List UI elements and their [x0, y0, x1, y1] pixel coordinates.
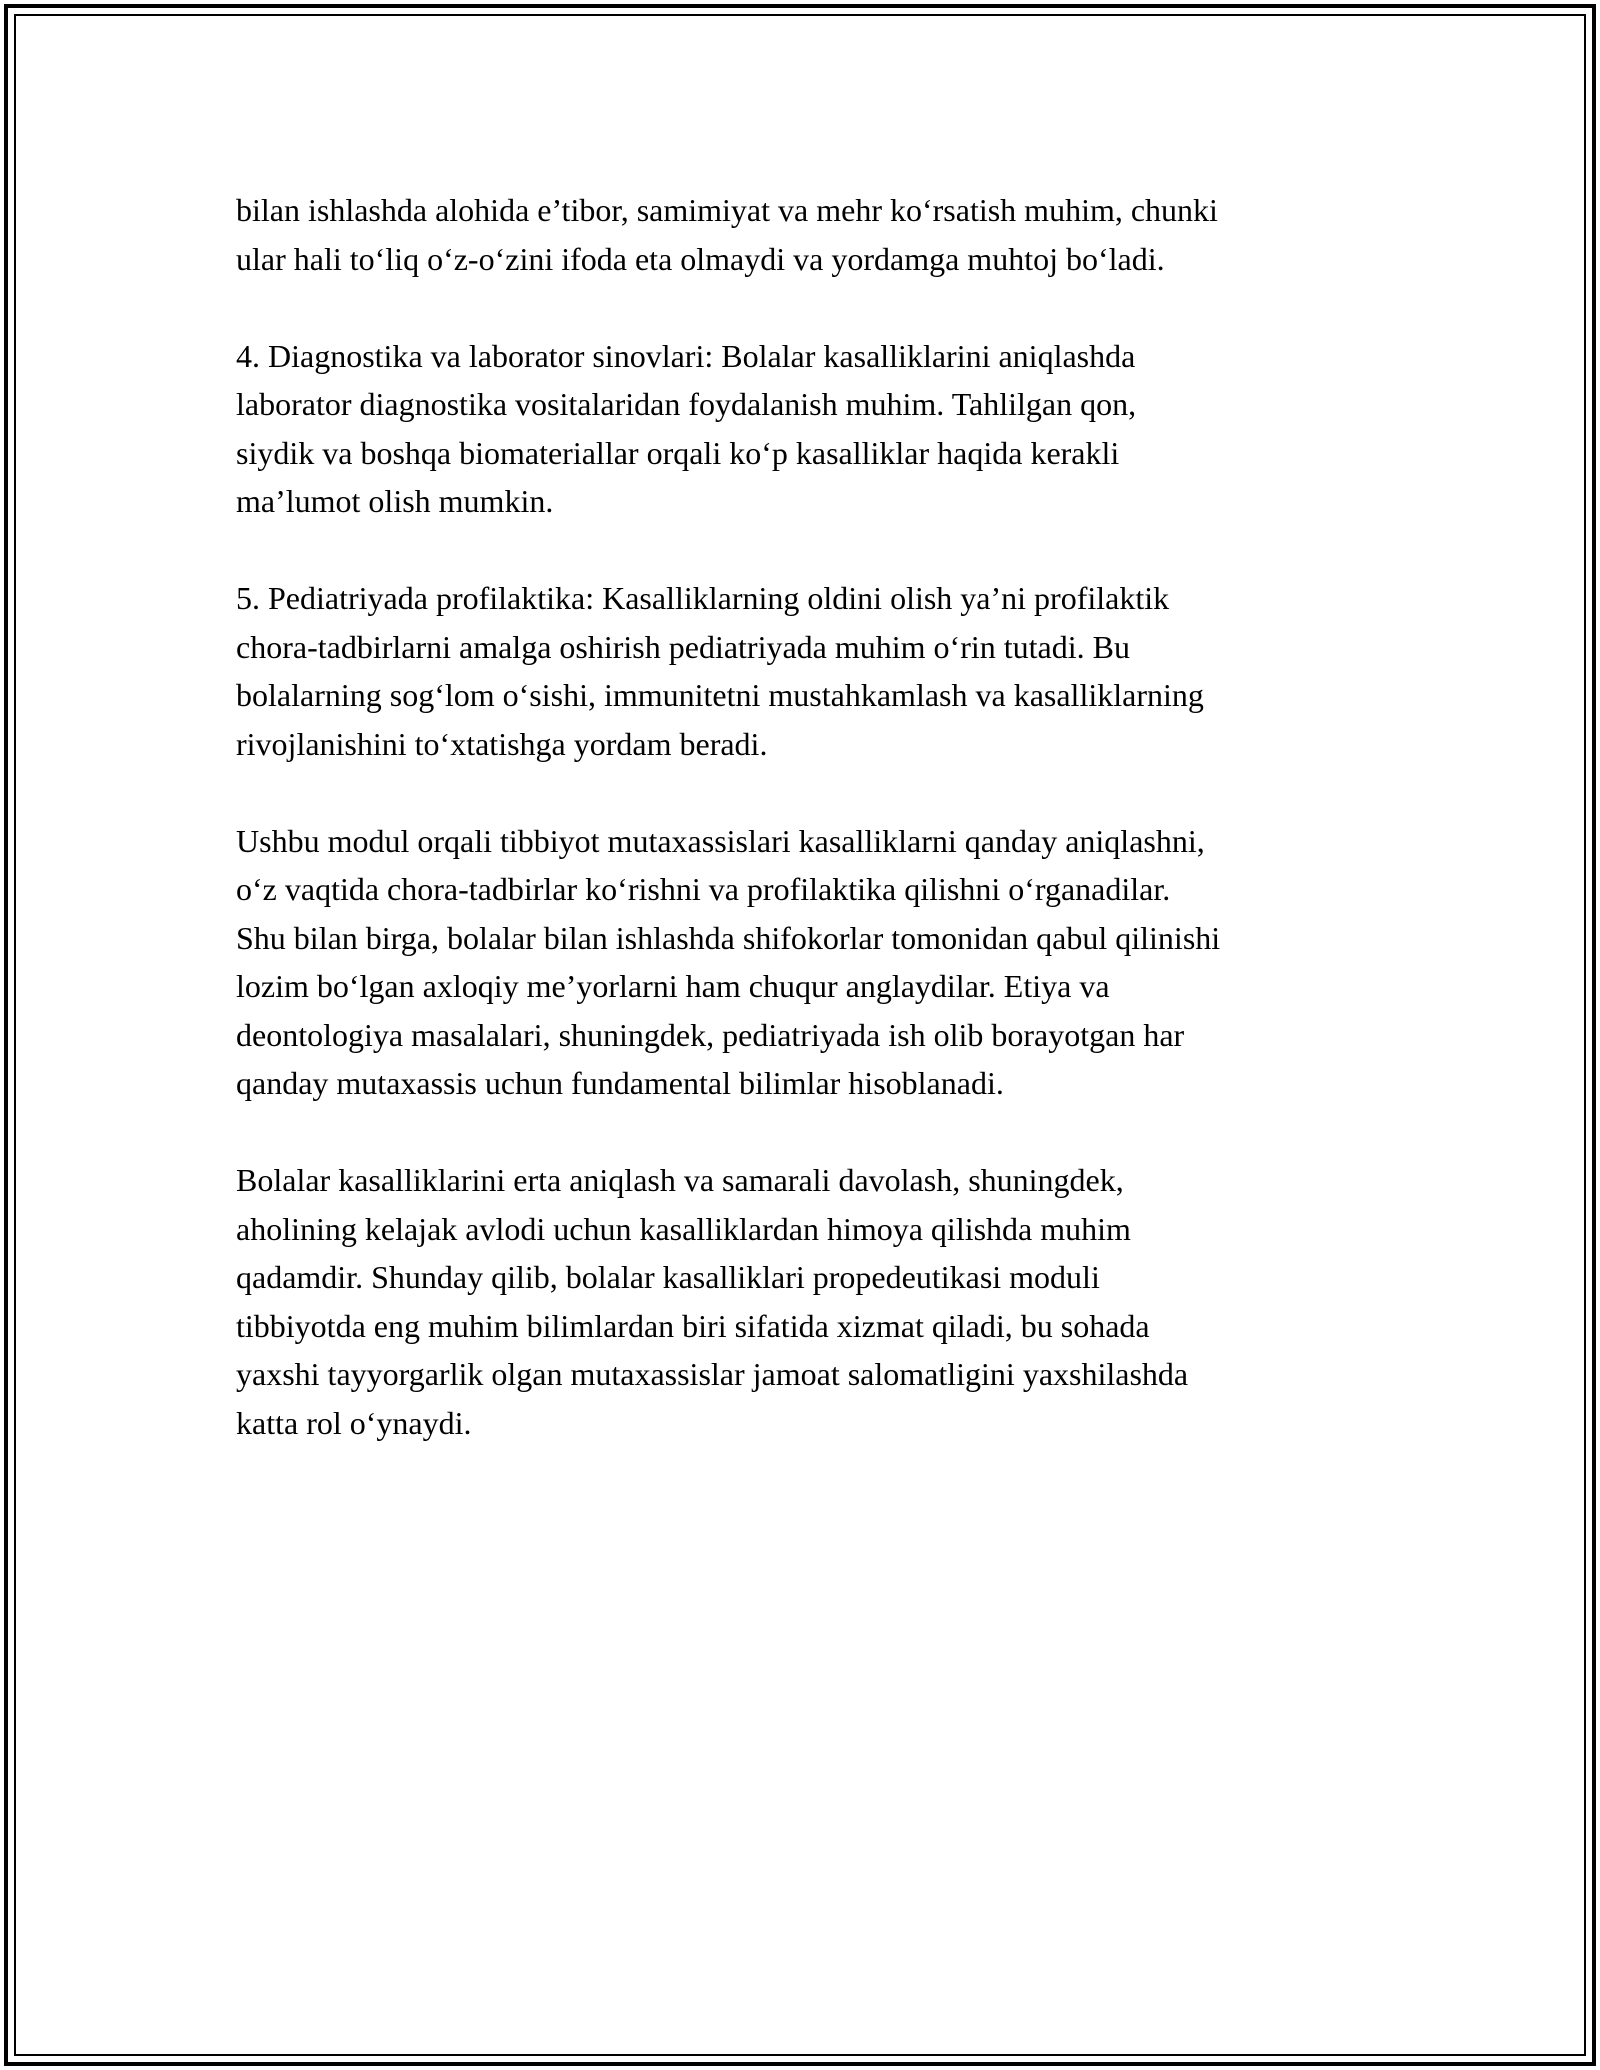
text-line: qanday mutaxassis uchun fundamental bilimlar hisoblanadi. [236, 1065, 1004, 1101]
text-line: qadamdir. Shunday qilib, bolalar kasalliklari propedeutikasi moduli [236, 1259, 1100, 1295]
text-line: tibbiyotda eng muhim bilimlardan biri sifatida xizmat qiladi, bu sohada [236, 1307, 1150, 1344]
text-line: rivojlanishini to‘xtatishga yordam beradi. [236, 725, 768, 762]
text-line: Shu bilan birga, bolalar bilan ishlashda shifokorlar tomonidan qabul qilinishi [236, 919, 1221, 956]
text-line: lozim bo‘lgan axloqiy me’yorlarni ham chuqur anglaydilar. Etiya va [236, 968, 1110, 1004]
text-line: bilan ishlashda alohida e’tibor, samimiyat va mehr ko‘rsatish muhim, chunki [236, 192, 1218, 228]
text-line: 4. Diagnostika va laborator sinovlari: Bolalar kasalliklarini aniqlashda [236, 337, 1136, 374]
paragraph-diagnostics [236, 332, 1376, 526]
text-line: Bolalar kasalliklarini erta aniqlash va samarali davolash, shuningdek, [236, 1162, 1124, 1198]
text-line: ular hali to‘liq o‘z-o‘zini ifoda eta olmaydi va yordamga muhtoj bo‘ladi. [236, 240, 1165, 277]
paragraph-conclusion [236, 1156, 1376, 1447]
paragraph-prophylaxis [236, 574, 1376, 768]
paragraph-continuation [236, 186, 1376, 283]
text-line: aholining kelajak avlodi uchun kasalliklardan himoya qilishda muhim [236, 1210, 1131, 1247]
paragraph-module-summary [236, 817, 1376, 1108]
text-line: ma’lumot olish mumkin. [236, 483, 554, 519]
text-line: yaxshi tayyorgarlik olgan mutaxassislar jamoat salomatligini yaxshilashda [236, 1356, 1189, 1392]
text-line: deontologiya masalalari, shuningdek, pediatriyada ish olib borayotgan har [236, 1016, 1185, 1053]
text-line: 5. Pediatriyada profilaktika: Kasalliklarning oldini olish ya’ni profilaktik [236, 580, 1170, 616]
text-line: o‘z vaqtida chora-tadbirlar ko‘rishni va profilaktika qilishni o‘rganadilar. [236, 871, 1171, 907]
text-line: katta rol o‘ynaydi. [236, 1404, 472, 1441]
document-body [236, 186, 1376, 1496]
text-line: chora-tadbirlarni amalga oshirish pediatriyada muhim o‘rin tutadi. Bu [236, 628, 1130, 665]
text-line: bolalarning sog‘lom o‘sishi, immunitetni mustahkamlash va kasalliklarning [236, 677, 1204, 713]
text-line: laborator diagnostika vositalaridan foydalanish muhim. Tahlilgan qon, [236, 386, 1137, 422]
text-line: Ushbu modul orqali tibbiyot mutaxassislari kasalliklarni qanday aniqlashni, [236, 822, 1205, 859]
text-line: siydik va boshqa biomateriallar orqali ko‘p kasalliklar haqida kerakli [236, 434, 1120, 471]
